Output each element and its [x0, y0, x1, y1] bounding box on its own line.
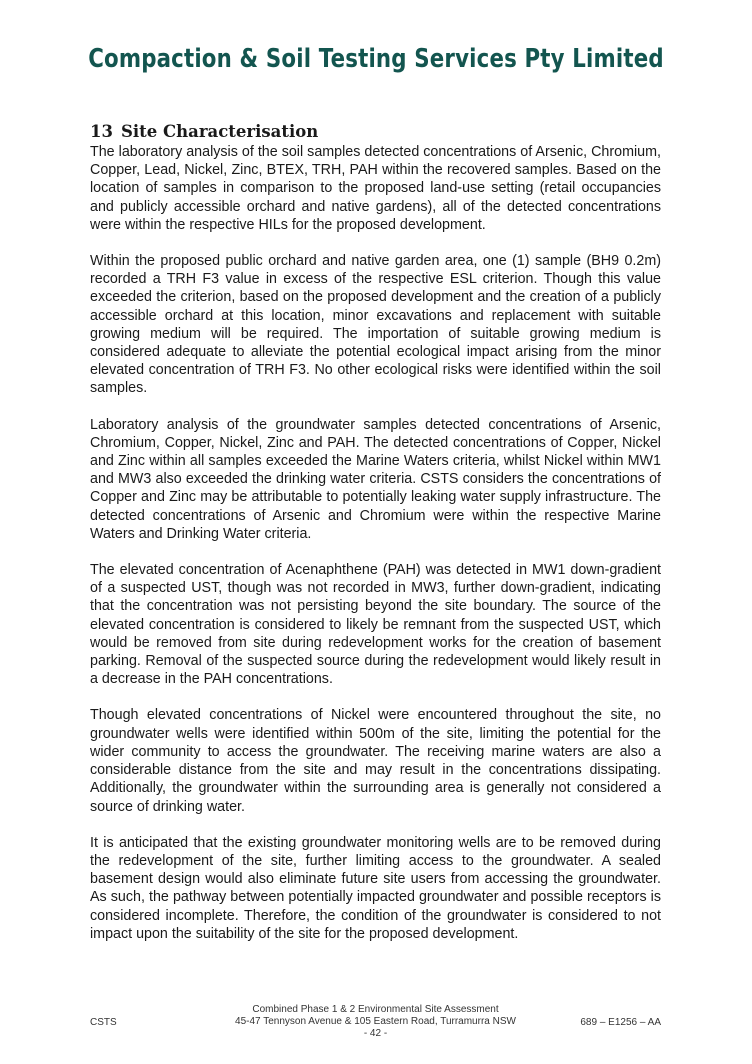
footer-report-title: Combined Phase 1 & 2 Environmental Site Assessment — [252, 1004, 499, 1015]
company-header: Compaction & Soil Testing Services Pty Limited — [88, 44, 664, 74]
paragraph-acenaphthene: The elevated concentration of Acenaphthene (PAH) was detected in MW1 down-gradient of a suspected UST, though was not recorded in MW3, further down-gradient, indicating that the concentration was not persisting beyond the site boundary. The source of the elevated concentration is considered to likely be remnant from the suspected UST, which would be removed from site during redevelopment works for the creation of basement parking. Removal of the suspected source during the redevelopment would likely result in a decrease in the PAH concentrations. — [90, 562, 661, 688]
paragraph-soil-analysis: The laboratory analysis of the soil samples detected concentrations of Arsenic, Chromium, Copper, Lead, Nickel, Zinc, BTEX, TRH, PAH within the recovered samples. Based on the location of samples in comparison to the proposed land-use setting (retail occupancies and publicly accessible orchard and native gardens), all of the detected concentrations were within the respective HILs for the proposed development. — [90, 144, 661, 233]
section-title: Site Characterisation — [120, 122, 319, 141]
page-content — [90, 121, 661, 961]
footer-company-abbrev: CSTS — [90, 1017, 117, 1028]
paragraph-nickel: Though elevated concentrations of Nickel were encountered throughout the site, no groundwater wells were identified within 500m of the site, limiting the potential for the wider community to access the groundwater. The receiving marine waters are also a considerable distance from the site and may result in the concentrations dissipating. Additionally, the groundwater within the surrounding area is generally not considered a source of drinking water. — [90, 707, 661, 815]
paragraph-ecological-risk: Within the proposed public orchard and native garden area, one (1) sample (BH9 0.2m) recorded a TRH F3 value in excess of the respective ESL criterion. Though this value exceeded the criterion, based on the proposed development and the creation of a publicly accessible orchard at this location, minor excavations and replacement with suitable growing medium will be required. The importation of suitable growing medium is considered adequate to alleviate the potential ecological impact arising from the minor elevated concentration of TRH F3. No other ecological risks were identified within the soil samples. — [90, 253, 661, 397]
section-number: 13 — [90, 122, 113, 141]
section-heading — [90, 121, 661, 143]
paragraph-conclusion: It is anticipated that the existing groundwater monitoring wells are to be removed during the redevelopment of the site, further limiting access to the groundwater. A sealed basement design would also eliminate future site users from accessing the groundwater. As such, the pathway between potentially impacted groundwater and possible receptors is considered incomplete. Therefore, the condition of the groundwater is considered to not impact upon the suitability of the site for the proposed development. — [90, 834, 661, 942]
footer-center — [90, 1004, 661, 1041]
footer-site-address: 45-47 Tennyson Avenue & 105 Eastern Road, Turramurra NSW — [235, 1016, 516, 1028]
paragraph-groundwater-analysis: Laboratory analysis of the groundwater samples detected concentrations of Arsenic, Chromium, Copper, Nickel, Zinc and PAH. The detected concentrations of Copper, Nickel and Zinc within all samples exceeded the Marine Waters criteria, whilst Nickel within MW1 and MW3 also exceeded the drinking water criteria. CSTS considers the concentrations of Copper and Zinc may be attributable to potentially leaking water supply infrastructure. The detected concentrations of Arsenic and Chromium were within the respective Marine Waters and Drinking Water criteria. — [90, 416, 661, 542]
footer-report-ref: 689 – E1256 – AA — [580, 1017, 661, 1028]
footer-page-number: - 42 - — [363, 1028, 388, 1040]
